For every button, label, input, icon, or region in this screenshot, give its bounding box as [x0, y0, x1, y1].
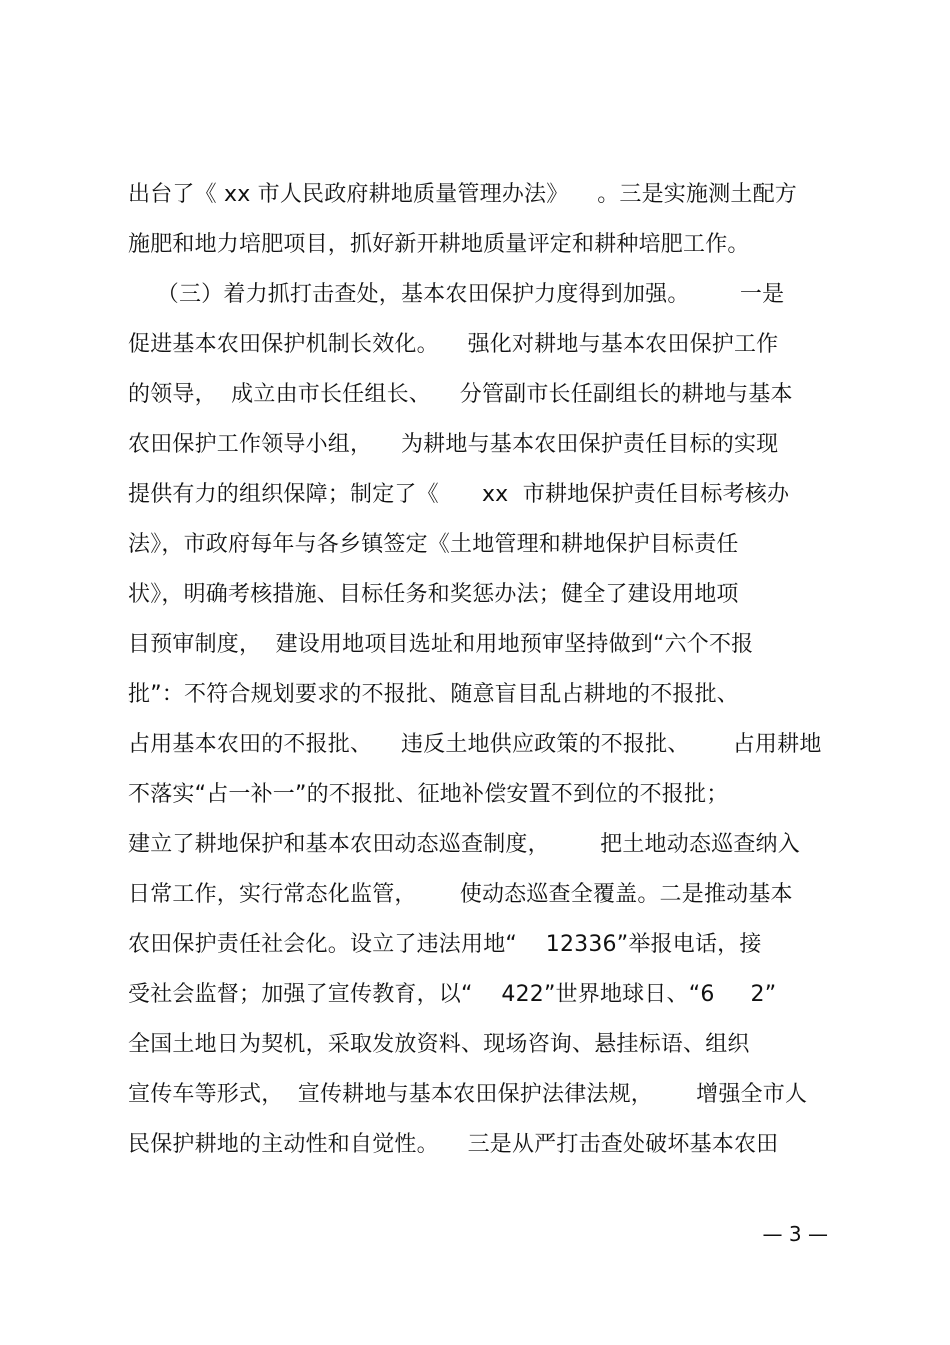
text-line: 的领导， 成立由市长任组长、 分管副市长任副组长的耕地与基本	[128, 382, 793, 407]
text-line: （三）着力抓打击查处，基本农田保护力度得到加强。 一是	[128, 282, 785, 307]
text-line: 促进基本农田保护机制长效化。 强化对耕地与基本农田保护工作	[128, 332, 779, 357]
text-line: 农田保护工作领导小组， 为耕地与基本农田保护责任目标的实现	[128, 432, 779, 457]
text-line: 状》，明确考核措施、目标任务和奖惩办法；健全了建设用地项	[128, 582, 739, 607]
text-line: 宣传车等形式， 宣传耕地与基本农田保护法律法规， 增强全市人	[128, 1082, 808, 1107]
page-number: — 3 —	[762, 1222, 828, 1246]
text-line: 提供有力的组织保障；制定了《 xx 市耕地保护责任目标考核办	[128, 482, 790, 507]
text-line: 占用基本农田的不报批、 违反土地供应政策的不报批、 占用耕地	[128, 732, 822, 757]
text-line: 不落实“占一补一”的不报批、征地补偿安置不到位的不报批；	[128, 782, 729, 807]
text-line: 日常工作，实行常态化监管， 使动态巡查全覆盖。二是推动基本	[128, 882, 793, 907]
text-line: 受社会监督；加强了宣传教育，以“ 422”世界地球日、“6 2”	[128, 982, 777, 1007]
text-line: 法》，市政府每年与各乡镇签定《土地管理和耕地保护目标责任	[128, 532, 739, 557]
text-line: 农田保护责任社会化。设立了违法用地“ 12336”举报电话，接	[128, 932, 762, 957]
text-line: 全国土地日为契机，采取发放资料、现场咨询、悬挂标语、组织	[128, 1032, 750, 1057]
text-line: 目预审制度， 建设用地项目选址和用地预审坚持做到“六个不报	[128, 632, 754, 657]
body-text	[128, 175, 828, 1175]
text-line: 批”：不符合规划要求的不报批、随意盲目乱占耕地的不报批、	[128, 682, 739, 707]
text-line: 出台了《 xx 市人民政府耕地质量管理办法》 。三是实施测土配方	[128, 182, 797, 207]
text-line: 施肥和地力培肥项目，抓好新开耕地质量评定和耕种培肥工作。	[128, 232, 750, 257]
text-line: 建立了耕地保护和基本农田动态巡查制度， 把土地动态巡查纳入	[128, 832, 800, 857]
text-line: 民保护耕地的主动性和自觉性。 三是从严打击查处破坏基本农田	[128, 1132, 779, 1157]
